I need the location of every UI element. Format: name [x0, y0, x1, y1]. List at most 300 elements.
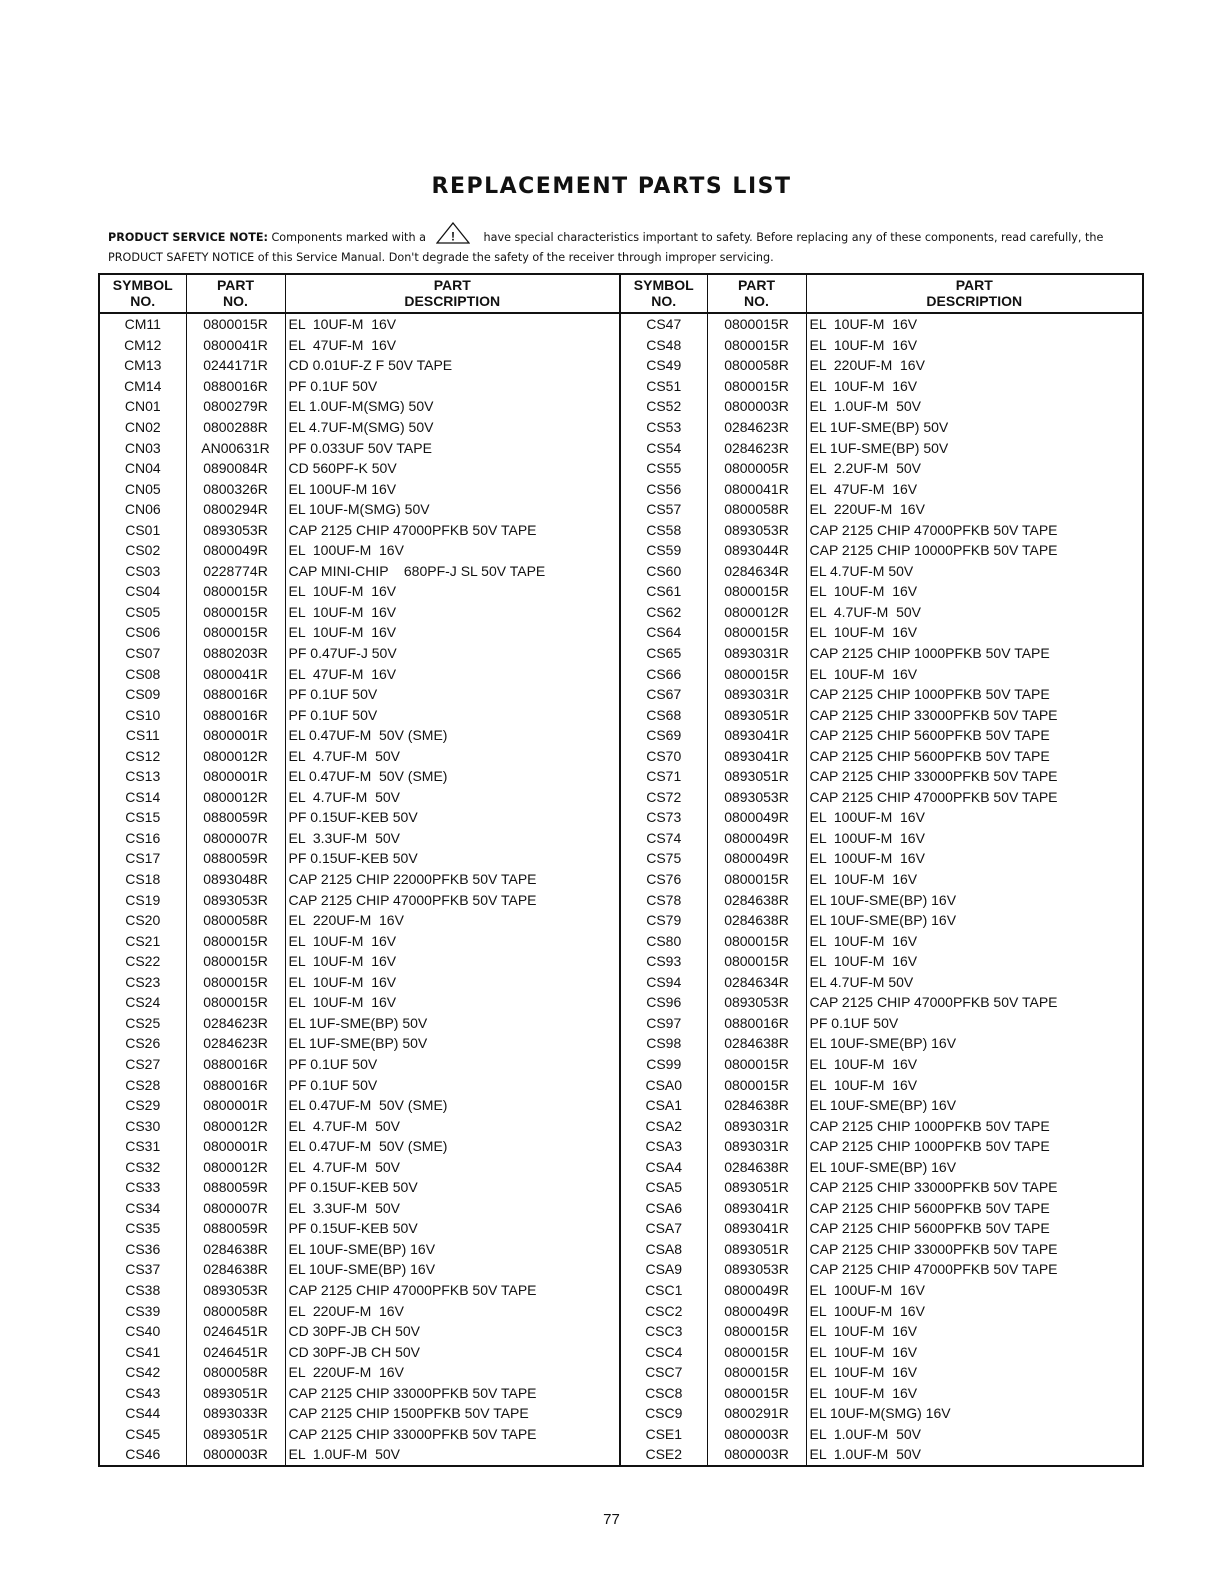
- symbol-cell: CS14: [99, 787, 186, 808]
- symbol-cell: CSA6: [620, 1198, 707, 1219]
- description-cell: EL 1UF-SME(BP) 50V: [809, 439, 949, 456]
- symbol-cell: CS78: [620, 889, 707, 910]
- description-cell: EL 0.47UF-M 50V (SME): [285, 766, 620, 787]
- part-no-cell: 0800015R: [186, 581, 285, 602]
- description-cell: CD 560PF-K 50V: [285, 458, 620, 479]
- table-row: [99, 581, 1143, 602]
- symbol-cell: CS45: [99, 1424, 186, 1445]
- description-cell: CAP 2125 CHIP 47000PFKB 50V TAPE: [809, 1261, 1058, 1278]
- description-cell: CAP 2125 CHIP 5600PFKB 50V TAPE: [809, 1220, 1050, 1237]
- page-number: 77: [603, 1511, 620, 1528]
- part-no-cell: 0893044R: [707, 540, 806, 561]
- description-cell: PF 0.15UF-KEB 50V: [285, 807, 620, 828]
- symbol-cell: CS18: [99, 869, 186, 890]
- part-no-cell: 0893031R: [707, 1136, 806, 1157]
- table-row: [99, 848, 1143, 869]
- symbol-cell: CS99: [620, 1054, 707, 1075]
- part-no-cell: 0893041R: [707, 1218, 806, 1239]
- table-row: [99, 335, 1143, 356]
- symbol-cell: CS44: [99, 1403, 186, 1424]
- description-cell: EL 100UF-M 16V: [809, 850, 925, 867]
- part-no-cell: 0893051R: [707, 766, 806, 787]
- warning-triangle-icon: [436, 222, 470, 249]
- symbol-cell: CS34: [99, 1198, 186, 1219]
- table-row: [99, 889, 1143, 910]
- part-no-cell: 0800058R: [186, 1362, 285, 1383]
- table-row: [99, 869, 1143, 890]
- symbol-cell: CS15: [99, 807, 186, 828]
- description-cell: EL 10UF-M 16V: [285, 602, 620, 623]
- description-cell: CAP MINI-CHIP 680PF-J SL 50V TAPE: [285, 561, 620, 582]
- symbol-cell: CS62: [620, 602, 707, 623]
- part-no-cell: 0800288R: [186, 417, 285, 438]
- part-no-cell: 0893051R: [707, 1177, 806, 1198]
- part-no-cell: 0800012R: [186, 745, 285, 766]
- symbol-cell: CS75: [620, 848, 707, 869]
- part-no-cell: 0800001R: [186, 766, 285, 787]
- description-cell: EL 3.3UF-M 50V: [285, 828, 620, 849]
- part-no-cell: 0893041R: [707, 1198, 806, 1219]
- symbol-cell: CN03: [99, 437, 186, 458]
- table-row: [99, 1177, 1143, 1198]
- note-text-before: Components marked with a: [267, 231, 426, 244]
- symbol-cell: CS28: [99, 1074, 186, 1095]
- table-row: [99, 1403, 1143, 1424]
- part-no-cell: 0893031R: [707, 684, 806, 705]
- description-cell: CAP 2125 CHIP 33000PFKB 50V TAPE: [809, 768, 1058, 785]
- header-part-no: PART NO.: [186, 274, 285, 313]
- part-no-cell: 0800012R: [186, 1156, 285, 1177]
- description-cell: EL 10UF-M 16V: [809, 871, 918, 888]
- part-no-cell: 0800005R: [707, 458, 806, 479]
- symbol-cell: CS56: [620, 478, 707, 499]
- table-row: [99, 972, 1143, 993]
- symbol-cell: CS65: [620, 643, 707, 664]
- description-cell: EL 10UF-M 16V: [285, 951, 620, 972]
- symbol-cell: CS47: [620, 313, 707, 335]
- table-row: [99, 561, 1143, 582]
- symbol-cell: CS11: [99, 725, 186, 746]
- part-no-cell: 0800003R: [186, 1444, 285, 1466]
- part-no-cell: 0284638R: [707, 889, 806, 910]
- description-cell: EL 1.0UF-M 50V: [809, 1425, 922, 1442]
- part-no-cell: 0893031R: [707, 1115, 806, 1136]
- table-row: [99, 807, 1143, 828]
- parts-table-body: [99, 313, 1143, 1466]
- table-header-row: [99, 274, 1143, 313]
- description-cell: EL 1UF-SME(BP) 50V: [285, 1013, 620, 1034]
- symbol-cell: CS58: [620, 519, 707, 540]
- description-cell: EL 10UF-SME(BP) 16V: [809, 1158, 957, 1175]
- symbol-cell: CS49: [620, 355, 707, 376]
- table-row: [99, 376, 1143, 397]
- table-row: [99, 1156, 1143, 1177]
- part-no-cell: 0893053R: [186, 1280, 285, 1301]
- table-row: [99, 1115, 1143, 1136]
- symbol-cell: CS02: [99, 540, 186, 561]
- description-cell: CAP 2125 CHIP 10000PFKB 50V TAPE: [809, 542, 1058, 559]
- symbol-cell: CS93: [620, 951, 707, 972]
- symbol-cell: CS73: [620, 807, 707, 828]
- description-cell: EL 10UF-M(SMG) 16V: [809, 1405, 951, 1422]
- symbol-cell: CS66: [620, 663, 707, 684]
- description-cell: EL 100UF-M 16V: [809, 809, 925, 826]
- description-cell: CAP 2125 CHIP 1000PFKB 50V TAPE: [809, 645, 1050, 662]
- part-no-cell: 0893051R: [707, 704, 806, 725]
- description-cell: EL 10UF-M(SMG) 50V: [285, 499, 620, 520]
- description-cell: EL 4.7UF-M(SMG) 50V: [285, 417, 620, 438]
- table-row: [99, 1259, 1143, 1280]
- part-no-cell: 0800058R: [707, 499, 806, 520]
- part-no-cell: 0800001R: [186, 1095, 285, 1116]
- part-no-cell: 0800015R: [707, 581, 806, 602]
- description-cell: EL 10UF-SME(BP) 16V: [285, 1259, 620, 1280]
- page-title: REPLACEMENT PARTS LIST: [431, 174, 792, 199]
- symbol-cell: CS13: [99, 766, 186, 787]
- part-no-cell: 0800012R: [186, 787, 285, 808]
- symbol-cell: CS79: [620, 910, 707, 931]
- table-row: [99, 704, 1143, 725]
- part-no-cell: 0800015R: [186, 313, 285, 335]
- part-no-cell: 0893053R: [707, 1259, 806, 1280]
- table-row: [99, 787, 1143, 808]
- description-cell: EL 10UF-M 16V: [809, 1323, 918, 1340]
- part-no-cell: 0800012R: [707, 602, 806, 623]
- header-part-description: PART DESCRIPTION: [806, 274, 1143, 313]
- description-cell: EL 1UF-SME(BP) 50V: [285, 1033, 620, 1054]
- part-no-cell: 0800294R: [186, 499, 285, 520]
- part-no-cell: 0893041R: [707, 725, 806, 746]
- part-no-cell: 0893053R: [707, 992, 806, 1013]
- symbol-cell: CSC3: [620, 1321, 707, 1342]
- symbol-cell: CS16: [99, 828, 186, 849]
- table-row: [99, 992, 1143, 1013]
- description-cell: EL 220UF-M 16V: [285, 1362, 620, 1383]
- part-no-cell: 0893031R: [707, 643, 806, 664]
- part-no-cell: 0880016R: [186, 376, 285, 397]
- part-no-cell: 0893053R: [707, 519, 806, 540]
- table-row: [99, 725, 1143, 746]
- part-no-cell: 0800015R: [707, 663, 806, 684]
- symbol-cell: CS48: [620, 335, 707, 356]
- description-cell: PF 0.1UF 50V: [285, 1054, 620, 1075]
- description-cell: EL 10UF-SME(BP) 16V: [809, 1097, 957, 1114]
- table-row: [99, 930, 1143, 951]
- symbol-cell: CSC1: [620, 1280, 707, 1301]
- table-row: [99, 1198, 1143, 1219]
- part-no-cell: 0800015R: [707, 622, 806, 643]
- symbol-cell: CS71: [620, 766, 707, 787]
- part-no-cell: 0893051R: [186, 1382, 285, 1403]
- symbol-cell: CS97: [620, 1013, 707, 1034]
- part-no-cell: 0800003R: [707, 1424, 806, 1445]
- description-cell: EL 1.0UF-M 50V: [809, 1446, 922, 1463]
- part-no-cell: 0800001R: [186, 1136, 285, 1157]
- symbol-cell: CS76: [620, 869, 707, 890]
- description-cell: EL 10UF-M 16V: [809, 665, 918, 682]
- symbol-cell: CS04: [99, 581, 186, 602]
- description-cell: EL 10UF-M 16V: [809, 1384, 918, 1401]
- note-label: PRODUCT SERVICE NOTE:: [108, 231, 268, 244]
- description-cell: EL 1.0UF-M(SMG) 50V: [285, 396, 620, 417]
- symbol-cell: CSE1: [620, 1424, 707, 1445]
- description-cell: PF 0.1UF 50V: [285, 704, 620, 725]
- table-row: [99, 1074, 1143, 1095]
- part-no-cell: 0800007R: [186, 1198, 285, 1219]
- part-no-cell: 0800015R: [707, 1341, 806, 1362]
- description-cell: EL 3.3UF-M 50V: [285, 1198, 620, 1219]
- table-row: [99, 313, 1143, 335]
- header-symbol-no: SYMBOL NO.: [620, 274, 707, 313]
- symbol-cell: CS52: [620, 396, 707, 417]
- table-row: [99, 519, 1143, 540]
- table-row: [99, 417, 1143, 438]
- symbol-cell: CS05: [99, 602, 186, 623]
- description-cell: PF 0.1UF 50V: [809, 1014, 899, 1031]
- table-row: [99, 1321, 1143, 1342]
- symbol-cell: CS32: [99, 1156, 186, 1177]
- description-cell: EL 10UF-M 16V: [285, 313, 620, 335]
- symbol-cell: CS43: [99, 1382, 186, 1403]
- symbol-cell: CS40: [99, 1321, 186, 1342]
- symbol-cell: CM14: [99, 376, 186, 397]
- symbol-cell: CS38: [99, 1280, 186, 1301]
- description-cell: CAP 2125 CHIP 1000PFKB 50V TAPE: [809, 1117, 1050, 1134]
- description-cell: EL 10UF-M 16V: [809, 1364, 918, 1381]
- part-no-cell: AN00631R: [186, 437, 285, 458]
- symbol-cell: CS59: [620, 540, 707, 561]
- symbol-cell: CS10: [99, 704, 186, 725]
- symbol-cell: CSE2: [620, 1444, 707, 1466]
- part-no-cell: 0800041R: [186, 663, 285, 684]
- symbol-cell: CS51: [620, 376, 707, 397]
- part-no-cell: 0800049R: [707, 828, 806, 849]
- table-row: [99, 1054, 1143, 1075]
- symbol-cell: CS39: [99, 1300, 186, 1321]
- part-no-cell: 0800015R: [707, 1362, 806, 1383]
- symbol-cell: CS94: [620, 972, 707, 993]
- symbol-cell: CSA2: [620, 1115, 707, 1136]
- warning-glyph: !: [450, 229, 455, 244]
- part-no-cell: 0880059R: [186, 1177, 285, 1198]
- symbol-cell: CS96: [620, 992, 707, 1013]
- part-no-cell: 0800012R: [186, 1115, 285, 1136]
- part-no-cell: 0893033R: [186, 1403, 285, 1424]
- description-cell: EL 1.0UF-M 50V: [285, 1444, 620, 1466]
- part-no-cell: 0893041R: [707, 745, 806, 766]
- header-part-description: PART DESCRIPTION: [285, 274, 620, 313]
- symbol-cell: CS70: [620, 745, 707, 766]
- description-cell: EL 47UF-M 16V: [809, 480, 918, 497]
- description-cell: EL 4.7UF-M 50V: [809, 562, 914, 579]
- part-no-cell: 0893048R: [186, 869, 285, 890]
- table-row: [99, 951, 1143, 972]
- description-cell: EL 10UF-M 16V: [809, 1076, 918, 1093]
- description-cell: EL 10UF-M 16V: [809, 932, 918, 949]
- description-cell: EL 100UF-M 16V: [809, 1281, 925, 1298]
- description-cell: EL 4.7UF-M 50V: [285, 787, 620, 808]
- part-no-cell: 0284634R: [707, 561, 806, 582]
- table-row: [99, 355, 1143, 376]
- part-no-cell: 0893053R: [186, 519, 285, 540]
- description-cell: CAP 2125 CHIP 33000PFKB 50V TAPE: [809, 706, 1058, 723]
- description-cell: EL 10UF-M 16V: [285, 581, 620, 602]
- table-row: [99, 1013, 1143, 1034]
- part-no-cell: 0880016R: [707, 1013, 806, 1034]
- part-no-cell: 0800015R: [707, 951, 806, 972]
- part-no-cell: 0800015R: [707, 869, 806, 890]
- part-no-cell: 0893053R: [186, 889, 285, 910]
- description-cell: EL 10UF-M 16V: [285, 992, 620, 1013]
- part-no-cell: 0800279R: [186, 396, 285, 417]
- symbol-cell: CS12: [99, 745, 186, 766]
- description-cell: CAP 2125 CHIP 33000PFKB 50V TAPE: [285, 1424, 620, 1445]
- table-row: [99, 602, 1143, 623]
- part-no-cell: 0800001R: [186, 725, 285, 746]
- part-no-cell: 0800049R: [707, 1300, 806, 1321]
- part-no-cell: 0880203R: [186, 643, 285, 664]
- part-no-cell: 0284623R: [186, 1033, 285, 1054]
- table-row: [99, 745, 1143, 766]
- symbol-cell: CS26: [99, 1033, 186, 1054]
- description-cell: EL 220UF-M 16V: [809, 501, 925, 518]
- symbol-cell: CS06: [99, 622, 186, 643]
- description-cell: EL 1UF-SME(BP) 50V: [809, 419, 949, 435]
- table-row: [99, 458, 1143, 479]
- part-no-cell: 0800015R: [707, 335, 806, 356]
- symbol-cell: CS98: [620, 1033, 707, 1054]
- part-no-cell: 0800015R: [707, 930, 806, 951]
- symbol-cell: CS09: [99, 684, 186, 705]
- symbol-cell: CS46: [99, 1444, 186, 1466]
- symbol-cell: CS53: [620, 417, 707, 438]
- symbol-cell: CS61: [620, 581, 707, 602]
- description-cell: EL 10UF-M 16V: [285, 622, 620, 643]
- description-cell: EL 100UF-M 16V: [285, 540, 620, 561]
- table-row: [99, 478, 1143, 499]
- symbol-cell: CS80: [620, 930, 707, 951]
- description-cell: CAP 2125 CHIP 1000PFKB 50V TAPE: [809, 686, 1050, 703]
- description-cell: EL 220UF-M 16V: [809, 357, 925, 374]
- part-no-cell: 0284623R: [707, 417, 806, 438]
- part-no-cell: 0284638R: [707, 910, 806, 931]
- part-no-cell: 0800015R: [707, 376, 806, 397]
- symbol-cell: CS60: [620, 561, 707, 582]
- description-cell: EL 220UF-M 16V: [285, 910, 620, 931]
- note-text-after: have special characteristics important to safety. Before replacing any of these components, read carefully, the PRODUCT SAFETY NOTICE of this Service Manual. Don't degrade the safety of the receiver through improper servicing.: [108, 231, 1104, 264]
- part-no-cell: 0284638R: [186, 1259, 285, 1280]
- part-no-cell: 0880059R: [186, 807, 285, 828]
- parts-table: [98, 273, 1144, 1467]
- table-row: [99, 1300, 1143, 1321]
- part-no-cell: 0893051R: [707, 1239, 806, 1260]
- symbol-cell: CSC4: [620, 1341, 707, 1362]
- symbol-cell: CSA8: [620, 1239, 707, 1260]
- description-cell: EL 10UF-M 16V: [809, 1343, 918, 1360]
- description-cell: CAP 2125 CHIP 5600PFKB 50V TAPE: [809, 1199, 1050, 1216]
- part-no-cell: 0800326R: [186, 478, 285, 499]
- part-no-cell: 0893053R: [707, 787, 806, 808]
- symbol-cell: CS64: [620, 622, 707, 643]
- description-cell: CAP 2125 CHIP 47000PFKB 50V TAPE: [809, 994, 1058, 1011]
- symbol-cell: CSA1: [620, 1095, 707, 1116]
- symbol-cell: CS19: [99, 889, 186, 910]
- table-row: [99, 1424, 1143, 1445]
- part-no-cell: 0800015R: [186, 951, 285, 972]
- table-row: [99, 1444, 1143, 1466]
- symbol-cell: CS27: [99, 1054, 186, 1075]
- part-no-cell: 0800058R: [186, 910, 285, 931]
- symbol-cell: CN04: [99, 458, 186, 479]
- symbol-cell: CS29: [99, 1095, 186, 1116]
- symbol-cell: CS72: [620, 787, 707, 808]
- description-cell: EL 4.7UF-M 50V: [285, 1115, 620, 1136]
- part-no-cell: 0800003R: [707, 1444, 806, 1466]
- symbol-cell: CN05: [99, 478, 186, 499]
- table-row: [99, 622, 1143, 643]
- description-cell: EL 10UF-M 16V: [285, 972, 620, 993]
- description-cell: CAP 2125 CHIP 47000PFKB 50V TAPE: [809, 788, 1058, 805]
- symbol-cell: CS33: [99, 1177, 186, 1198]
- description-cell: EL 0.47UF-M 50V (SME): [285, 1136, 620, 1157]
- description-cell: EL 10UF-M 16V: [285, 930, 620, 951]
- symbol-cell: CS68: [620, 704, 707, 725]
- part-no-cell: 0800015R: [186, 972, 285, 993]
- symbol-cell: CS30: [99, 1115, 186, 1136]
- table-row: [99, 828, 1143, 849]
- symbol-cell: CN01: [99, 396, 186, 417]
- symbol-cell: CSA5: [620, 1177, 707, 1198]
- description-cell: PF 0.1UF 50V: [285, 684, 620, 705]
- symbol-cell: CS24: [99, 992, 186, 1013]
- description-cell: EL 10UF-M 16V: [809, 377, 918, 394]
- part-no-cell: 0880059R: [186, 848, 285, 869]
- part-no-cell: 0800015R: [707, 1074, 806, 1095]
- table-row: [99, 396, 1143, 417]
- description-cell: CAP 2125 CHIP 22000PFKB 50V TAPE: [285, 869, 620, 890]
- description-cell: PF 0.033UF 50V TAPE: [285, 437, 620, 458]
- symbol-cell: CSC8: [620, 1382, 707, 1403]
- part-no-cell: 0800041R: [186, 335, 285, 356]
- description-cell: CAP 2125 CHIP 5600PFKB 50V TAPE: [809, 747, 1050, 764]
- symbol-cell: CS22: [99, 951, 186, 972]
- description-cell: PF 0.47UF-J 50V: [285, 643, 620, 664]
- description-cell: EL 0.47UF-M 50V (SME): [285, 1095, 620, 1116]
- part-no-cell: 0800291R: [707, 1403, 806, 1424]
- part-no-cell: 0800007R: [186, 828, 285, 849]
- part-no-cell: 0800058R: [186, 1300, 285, 1321]
- symbol-cell: CS25: [99, 1013, 186, 1034]
- table-row: [99, 1095, 1143, 1116]
- symbol-cell: CSA0: [620, 1074, 707, 1095]
- part-no-cell: 0800041R: [707, 478, 806, 499]
- symbol-cell: CS41: [99, 1341, 186, 1362]
- description-cell: PF 0.15UF-KEB 50V: [285, 1218, 620, 1239]
- part-no-cell: 0800015R: [707, 1382, 806, 1403]
- part-no-cell: 0800015R: [186, 930, 285, 951]
- symbol-cell: CS37: [99, 1259, 186, 1280]
- description-cell: EL 4.7UF-M 50V: [809, 973, 914, 990]
- description-cell: EL 1.0UF-M 50V: [809, 398, 922, 415]
- table-row: [99, 1033, 1143, 1054]
- part-no-cell: 0880059R: [186, 1218, 285, 1239]
- description-cell: EL 10UF-SME(BP) 16V: [809, 891, 957, 908]
- symbol-cell: CS07: [99, 643, 186, 664]
- table-row: [99, 766, 1143, 787]
- part-no-cell: 0800049R: [186, 540, 285, 561]
- part-no-cell: 0800049R: [707, 807, 806, 828]
- description-cell: EL 10UF-M 16V: [809, 316, 918, 333]
